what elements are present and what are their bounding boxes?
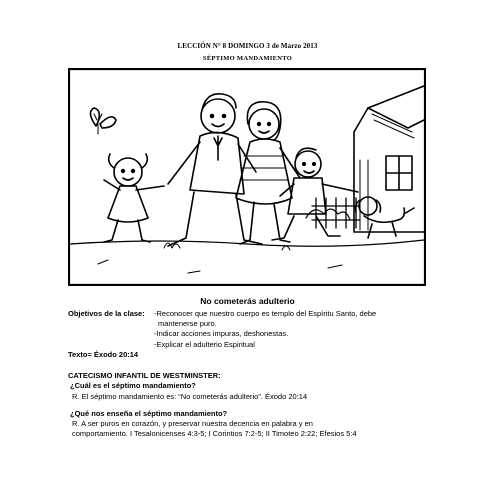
objectives-label: Objetivos de la clase: <box>68 309 145 318</box>
objective-row <box>68 329 428 339</box>
answer-line: R. A ser puros en corazón, y preservar nuestra decencia en palabra y en <box>72 419 313 428</box>
objective-row <box>68 319 428 329</box>
girl-drawing <box>104 154 164 242</box>
catechism-answer-1: R. El séptimo mandamiento es: “No cometerás adulterio”. Éxodo 20:14 <box>72 392 308 401</box>
objective-item: -Explicar el adulterio Espiritual <box>154 339 255 349</box>
house-drawing <box>354 86 424 232</box>
objective-item: -Reconocer que nuestro cuerpo es templo del Espíritu Santo, debe <box>154 309 377 318</box>
illustration-frame <box>69 69 425 285</box>
objective-item: mantenerse puro. <box>158 319 217 329</box>
catechism-title: CATECISMO INFANTIL DE WESTMINSTER: <box>68 371 221 380</box>
fence-drawing <box>312 198 360 228</box>
scripture-reference: Texto= Éxodo 20:14 <box>68 350 139 359</box>
lesson-title: No cometerás adulterio <box>200 296 295 306</box>
catechism-question-2: ¿Qué nos enseña el séptimo mandamiento? <box>70 409 228 418</box>
objective-item: -Indicar acciones impuras, deshonestas. <box>154 329 289 339</box>
butterfly-drawing <box>90 108 116 134</box>
objective-row <box>68 340 428 350</box>
catechism-question-1: ¿Cuál es el séptimo mandamiento? <box>70 381 196 390</box>
answer-line: comportamiento. I Tesalonicenses 4:3-5; I Corintios 7:2-5; II Timoteo 2:22; Efesios 5:4 <box>72 429 357 439</box>
catechism-answer-2 <box>72 419 432 439</box>
objective-row <box>68 309 428 319</box>
lesson-subtitle: SÉPTIMO MANDAMIENTO <box>202 55 293 62</box>
lesson-header: LECCIÓN N° 8 DOMINGO 3 de Marzo 2013 <box>177 42 318 50</box>
family-illustration <box>68 68 426 286</box>
objectives-block <box>68 309 428 350</box>
